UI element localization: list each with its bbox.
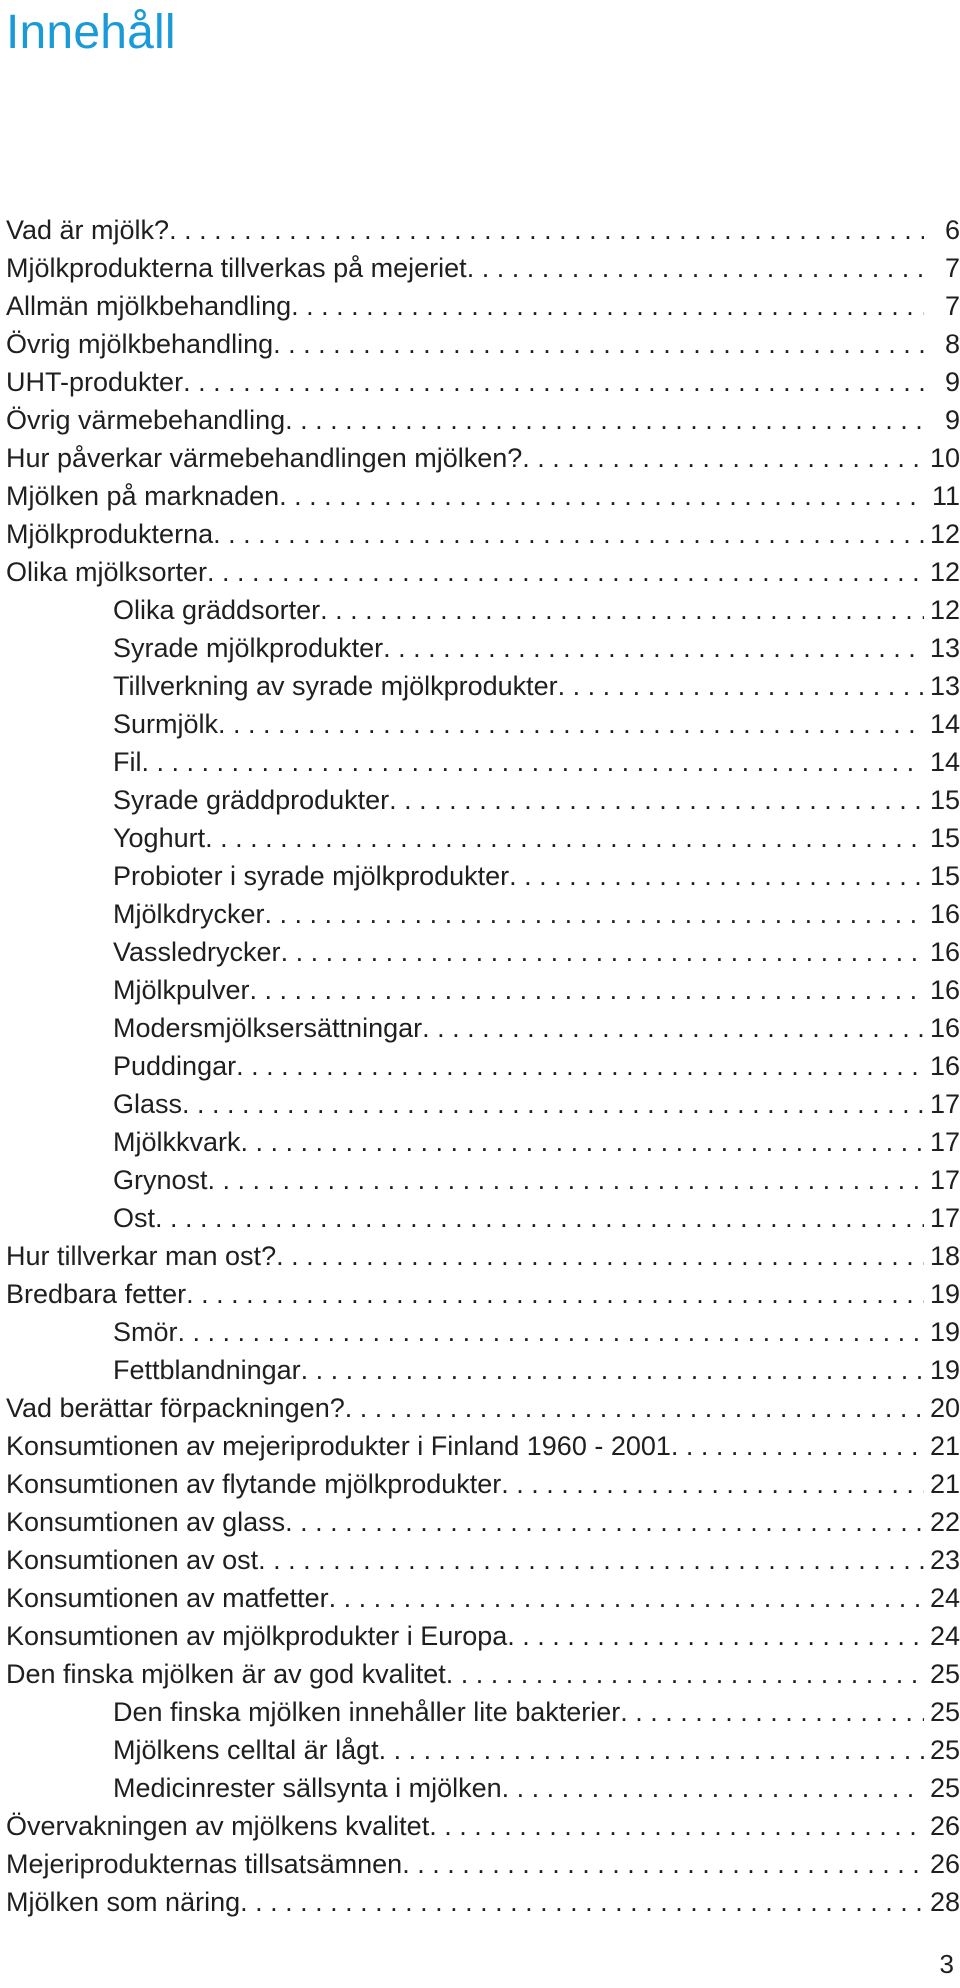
toc-entry[interactable] <box>6 401 960 439</box>
toc-entry[interactable] <box>6 1085 960 1123</box>
toc-entry-title: Övrig mjölkbehandling <box>6 329 274 359</box>
toc-entry-page: 16 <box>929 1051 960 1081</box>
dot-leader <box>345 1389 924 1427</box>
toc-entry[interactable] <box>6 857 960 895</box>
dot-leader <box>467 249 924 287</box>
toc-entry[interactable] <box>6 1161 960 1199</box>
toc-entry-page: 9 <box>944 367 960 397</box>
toc-entry-title: Syrade gräddprodukter <box>113 785 390 815</box>
toc-entry-title: Puddingar <box>113 1051 237 1081</box>
toc-entry-title: Fil <box>113 747 142 777</box>
toc-entry-title: Den finska mjölken innehåller lite bakterier <box>113 1697 621 1727</box>
dot-leader <box>281 933 924 971</box>
toc-entry-title: Vad berättar förpackningen? <box>6 1393 345 1423</box>
toc-entry-page: 25 <box>929 1735 960 1765</box>
dot-leader <box>276 1237 924 1275</box>
toc-entry-title: Medicinrester sällsynta i mjölken <box>113 1773 502 1803</box>
toc-entry-title: Mjölkens celltal är lågt <box>113 1735 379 1765</box>
dot-leader <box>279 477 924 515</box>
toc-entry-title: Bredbara fetter <box>6 1279 187 1309</box>
toc-entry[interactable] <box>6 1503 960 1541</box>
dot-leader <box>240 1883 924 1921</box>
toc-entry-page: 16 <box>929 975 960 1005</box>
toc-entry-page: 9 <box>944 405 960 435</box>
toc-entry[interactable] <box>6 1807 960 1845</box>
dot-leader <box>522 439 924 477</box>
toc-entry[interactable] <box>6 1541 960 1579</box>
toc-entry-page: 8 <box>944 329 960 359</box>
toc-entry[interactable] <box>6 1123 960 1161</box>
toc-entry-page: 26 <box>929 1811 960 1841</box>
toc-entry-page: 25 <box>929 1773 960 1803</box>
toc-entry-title: Mjölkdrycker <box>113 899 265 929</box>
toc-entry[interactable] <box>6 1465 960 1503</box>
toc-entry[interactable] <box>6 1275 960 1313</box>
toc-entry-title: Konsumtionen av mjölkprodukter i Europa <box>6 1621 508 1651</box>
dot-leader <box>389 781 924 819</box>
dot-leader <box>502 1769 924 1807</box>
toc-entry-title: Övervakningen av mjölkens kvalitet <box>6 1811 430 1841</box>
dot-leader <box>241 1123 924 1161</box>
toc-entry[interactable] <box>6 629 960 667</box>
toc-entry-page: 14 <box>929 747 960 777</box>
toc-entry-title: Konsumtionen av matfetter <box>6 1583 329 1613</box>
dot-leader <box>402 1845 924 1883</box>
toc-entry[interactable] <box>6 1617 960 1655</box>
dot-leader <box>446 1655 924 1693</box>
toc-entry-page: 22 <box>929 1507 960 1537</box>
toc-entry-page: 7 <box>944 291 960 321</box>
dot-leader <box>183 363 924 401</box>
toc-entry-title: Övrig värmebehandling <box>6 405 286 435</box>
toc-entry[interactable] <box>6 1199 960 1237</box>
dot-leader <box>671 1427 924 1465</box>
dot-leader <box>329 1579 924 1617</box>
toc-entry-title: Ost <box>113 1203 156 1233</box>
toc-entry-page: 16 <box>929 1013 960 1043</box>
dot-leader <box>182 1085 924 1123</box>
toc-entry-page: 14 <box>929 709 960 739</box>
dot-leader <box>291 287 924 325</box>
toc-entry-page: 24 <box>929 1621 960 1651</box>
toc-entry-title: Mjölkkvark <box>113 1127 241 1157</box>
toc-entry-title: Den finska mjölken är av god kvalitet <box>6 1659 446 1689</box>
toc-entry-page: 17 <box>929 1089 960 1119</box>
toc-entry[interactable] <box>6 1731 960 1769</box>
toc-entry-page: 12 <box>929 595 960 625</box>
toc-entry-page: 19 <box>929 1279 960 1309</box>
toc-entry-page: 26 <box>929 1849 960 1879</box>
toc-entry[interactable] <box>6 895 960 933</box>
dot-leader <box>265 895 924 933</box>
toc-entry[interactable] <box>6 1427 960 1465</box>
toc-entry-page: 13 <box>929 671 960 701</box>
toc-entry-page: 19 <box>929 1355 960 1385</box>
toc-entry[interactable] <box>6 477 960 515</box>
toc-entry-page: 19 <box>929 1317 960 1347</box>
toc-entry[interactable] <box>6 933 960 971</box>
toc-entry-page: 11 <box>931 481 960 511</box>
page-number: 3 <box>939 1949 954 1979</box>
toc-entry-page: 20 <box>929 1393 960 1423</box>
toc-entry[interactable] <box>6 249 960 287</box>
dot-leader <box>558 667 924 705</box>
toc-entry-page: 21 <box>929 1469 960 1499</box>
toc-entry-title: Grynost <box>113 1165 208 1195</box>
toc-entry-page: 24 <box>929 1583 960 1613</box>
dot-leader <box>258 1541 924 1579</box>
toc-entry-page: 23 <box>929 1545 960 1575</box>
dot-leader <box>178 1313 924 1351</box>
toc-entry-title: Konsumtionen av flytande mjölkprodukter <box>6 1469 502 1499</box>
toc-entry-title: Olika mjölksorter <box>6 557 208 587</box>
toc-entry-page: 25 <box>929 1697 960 1727</box>
dot-leader <box>501 1465 924 1503</box>
toc-entry-title: Hur tillverkar man ost? <box>6 1241 277 1271</box>
toc-entry[interactable] <box>6 705 960 743</box>
dot-leader <box>236 1047 924 1085</box>
toc-entry-page: 25 <box>929 1659 960 1689</box>
toc-entry-page: 12 <box>929 519 960 549</box>
toc-entry[interactable] <box>6 1769 960 1807</box>
toc-entry[interactable] <box>6 515 960 553</box>
dot-leader <box>285 401 924 439</box>
toc-entry[interactable] <box>6 1883 960 1921</box>
toc-entry-page: 15 <box>929 785 960 815</box>
toc-entry[interactable] <box>6 1351 960 1389</box>
toc-entry-title: Glass <box>113 1089 183 1119</box>
dot-leader <box>273 325 924 363</box>
toc-entry-title: Smör <box>113 1317 178 1347</box>
dot-leader <box>186 1275 924 1313</box>
toc-entry-page: 6 <box>944 215 960 245</box>
toc-entry-page: 17 <box>929 1203 960 1233</box>
toc-entry-title: Allmän mjölkbehandling <box>6 291 292 321</box>
dot-leader <box>169 211 924 249</box>
toc-entry-page: 17 <box>929 1165 960 1195</box>
toc-entry[interactable] <box>6 1655 960 1693</box>
dot-leader <box>142 743 924 781</box>
dot-leader <box>205 819 924 857</box>
toc-entry[interactable] <box>6 363 960 401</box>
toc-entry[interactable] <box>6 1047 960 1085</box>
dot-leader <box>213 515 924 553</box>
toc-entry-title: Syrade mjölkprodukter <box>113 633 384 663</box>
toc-entry-title: Mjölken på marknaden <box>6 481 280 511</box>
dot-leader <box>383 629 924 667</box>
toc-entry-title: Surmjölk <box>113 709 219 739</box>
dot-leader <box>250 971 924 1009</box>
toc-entry-title: Yoghurt <box>113 823 206 853</box>
toc-entry-page: 18 <box>929 1241 960 1271</box>
toc-entry[interactable] <box>6 819 960 857</box>
toc-entry-page: 15 <box>929 823 960 853</box>
dot-leader <box>301 1351 924 1389</box>
toc-entry-title: Mjölkprodukterna tillverkas på mejeriet <box>6 253 467 283</box>
toc-entry-title: Olika gräddsorter <box>113 595 321 625</box>
toc-entry-page: 13 <box>929 633 960 663</box>
dot-leader <box>155 1199 924 1237</box>
toc-entry-page: 7 <box>944 253 960 283</box>
toc-entry-page: 17 <box>929 1127 960 1157</box>
toc-entry-title: Hur påverkar värmebehandlingen mjölken? <box>6 443 523 473</box>
dot-leader <box>379 1731 924 1769</box>
toc-entry-title: Konsumtionen av mejeriprodukter i Finland 1960 - 2001 <box>6 1431 671 1461</box>
toc-entry-title: Mjölkpulver <box>113 975 250 1005</box>
toc-entry-page: 10 <box>929 443 960 473</box>
toc-entry[interactable] <box>6 781 960 819</box>
toc-entry-title: Vassledrycker <box>113 937 281 967</box>
toc-entry-page: 21 <box>929 1431 960 1461</box>
toc-entry[interactable] <box>6 287 960 325</box>
toc-entry-title: Konsumtionen av ost <box>6 1545 259 1575</box>
toc-entry[interactable] <box>6 591 960 629</box>
dot-leader <box>218 705 924 743</box>
page-title: Innehåll <box>6 6 176 59</box>
dot-leader <box>429 1807 924 1845</box>
toc-entry-title: Modersmjölksersättningar <box>113 1013 423 1043</box>
toc-entry-title: Konsumtionen av glass <box>6 1507 286 1537</box>
toc-entry-title: Fettblandningar <box>113 1355 301 1385</box>
toc-entry-page: 16 <box>929 937 960 967</box>
dot-leader <box>207 553 924 591</box>
toc-entry-title: Vad är mjölk? <box>6 215 170 245</box>
toc-entry[interactable] <box>6 439 960 477</box>
toc-entry[interactable] <box>6 1009 960 1047</box>
dot-leader <box>208 1161 924 1199</box>
toc-entry-page: 12 <box>929 557 960 587</box>
toc-entry[interactable] <box>6 553 960 591</box>
toc-entry-title: Probioter i syrade mjölkprodukter <box>113 861 510 891</box>
toc-entry-title: Mejeriprodukternas tillsatsämnen <box>6 1849 403 1879</box>
toc-entry[interactable] <box>6 667 960 705</box>
toc-entry-title: UHT-produkter <box>6 367 184 397</box>
toc-entry[interactable] <box>6 1313 960 1351</box>
toc-entry-title: Mjölkprodukterna <box>6 519 214 549</box>
toc-entry-title: Mjölken som näring <box>6 1887 241 1917</box>
dot-leader <box>422 1009 924 1047</box>
dot-leader <box>509 857 924 895</box>
toc-entry-page: 16 <box>929 899 960 929</box>
toc-entry[interactable] <box>6 1389 960 1427</box>
dot-leader <box>320 591 924 629</box>
toc-entry[interactable] <box>6 211 960 249</box>
toc-entry-title: Tillverkning av syrade mjölkprodukter <box>113 671 558 701</box>
dot-leader <box>507 1617 924 1655</box>
toc-entry[interactable] <box>6 1693 960 1731</box>
dot-leader <box>285 1503 924 1541</box>
toc-entry[interactable] <box>6 1237 960 1275</box>
toc-entry-page: 15 <box>929 861 960 891</box>
table-of-contents <box>6 211 960 1921</box>
toc-entry[interactable] <box>6 743 960 781</box>
dot-leader <box>620 1693 924 1731</box>
toc-entry[interactable] <box>6 325 960 363</box>
toc-entry[interactable] <box>6 971 960 1009</box>
toc-entry[interactable] <box>6 1579 960 1617</box>
toc-entry-page: 28 <box>929 1887 960 1917</box>
toc-entry[interactable] <box>6 1845 960 1883</box>
